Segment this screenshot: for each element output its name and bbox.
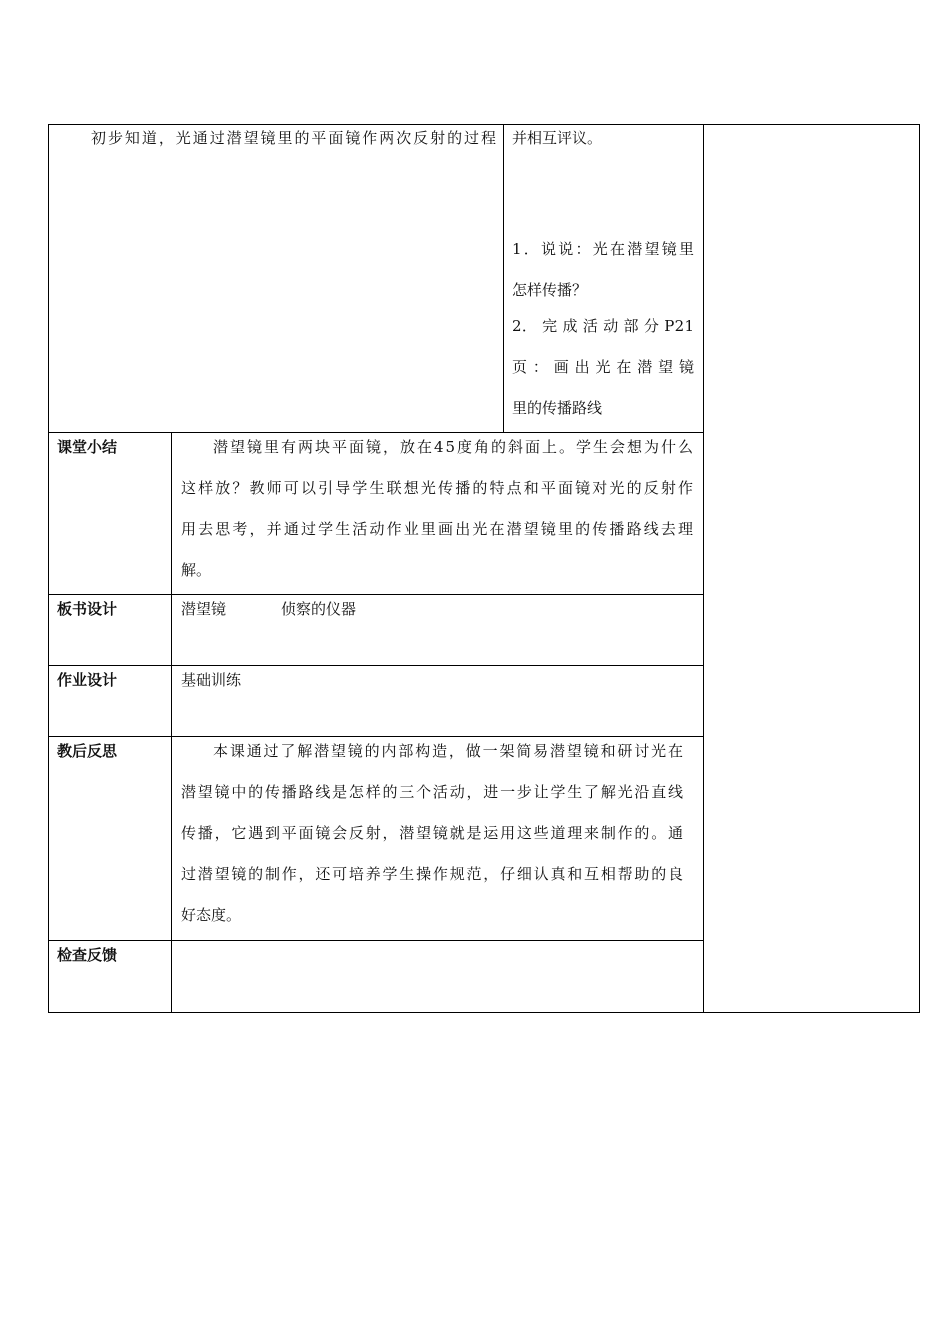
board-label: 板书设计 xyxy=(57,600,118,618)
row-divider-1 xyxy=(48,432,704,433)
table-border-right xyxy=(919,124,920,1013)
column-divider-label xyxy=(171,432,172,1013)
row-divider-3 xyxy=(48,665,704,666)
column-divider-top-row xyxy=(503,124,504,433)
check-label: 检查反馈 xyxy=(57,946,118,964)
summary-line-3: 用去思考，并通过学生活动作业里画出光在潜望镜里的传播路线去理 xyxy=(181,520,696,538)
column-divider-main xyxy=(703,124,704,1013)
row-divider-5 xyxy=(48,940,704,941)
row-divider-4 xyxy=(48,736,704,737)
summary-line-1: 潜望镜里有两块平面镜，放在45度角的斜面上。学生会想为什么 xyxy=(213,438,696,456)
top-row-right-line-3: 怎样传播？ xyxy=(512,281,588,299)
top-row-left-text: 初步知道，光通过潜望镜里的平面镜作两次反射的过程 xyxy=(91,129,498,147)
reflection-line-3: 传播，它遇到平面镜会反射，潜望镜就是运用这些道理来制作的。通 xyxy=(181,824,685,842)
board-text-b: 侦察的仪器 xyxy=(281,600,357,618)
reflection-label: 教后反思 xyxy=(57,742,118,760)
table-border-top xyxy=(48,124,920,125)
reflection-line-5: 好态度。 xyxy=(181,906,242,924)
row-divider-2 xyxy=(48,594,704,595)
reflection-line-2: 潜望镜中的传播路线是怎样的三个活动，进一步让学生了解光沿直线 xyxy=(181,783,685,801)
summary-line-2: 这样放？教师可以引导学生联想光传播的特点和平面镜对光的反射作 xyxy=(181,479,696,497)
table-border-left xyxy=(48,124,49,1013)
reflection-line-4: 过潜望镜的制作，还可培养学生操作规范，仔细认真和互相帮助的良 xyxy=(181,865,685,883)
top-row-right-line-2: 1．说说：光在潜望镜里 xyxy=(512,240,697,258)
board-text-a: 潜望镜 xyxy=(181,600,227,618)
top-row-right-line-6: 里的传播路线 xyxy=(512,399,603,417)
summary-line-4: 解。 xyxy=(181,561,212,579)
table-border-bottom xyxy=(48,1012,920,1013)
top-row-right-line-5: 页 ： 画 出 光 在 潜 望 镜 xyxy=(512,358,695,376)
summary-label: 课堂小结 xyxy=(57,438,118,456)
homework-label: 作业设计 xyxy=(57,671,118,689)
homework-text: 基础训练 xyxy=(181,671,242,689)
top-row-right-line-4: 2． 完 成 活 动 部 分 P21 xyxy=(512,317,695,335)
top-row-right-line-1: 并相互评议。 xyxy=(512,129,603,147)
reflection-line-1: 本课通过了解潜望镜的内部构造，做一架简易潜望镜和研讨光在 xyxy=(213,742,685,760)
